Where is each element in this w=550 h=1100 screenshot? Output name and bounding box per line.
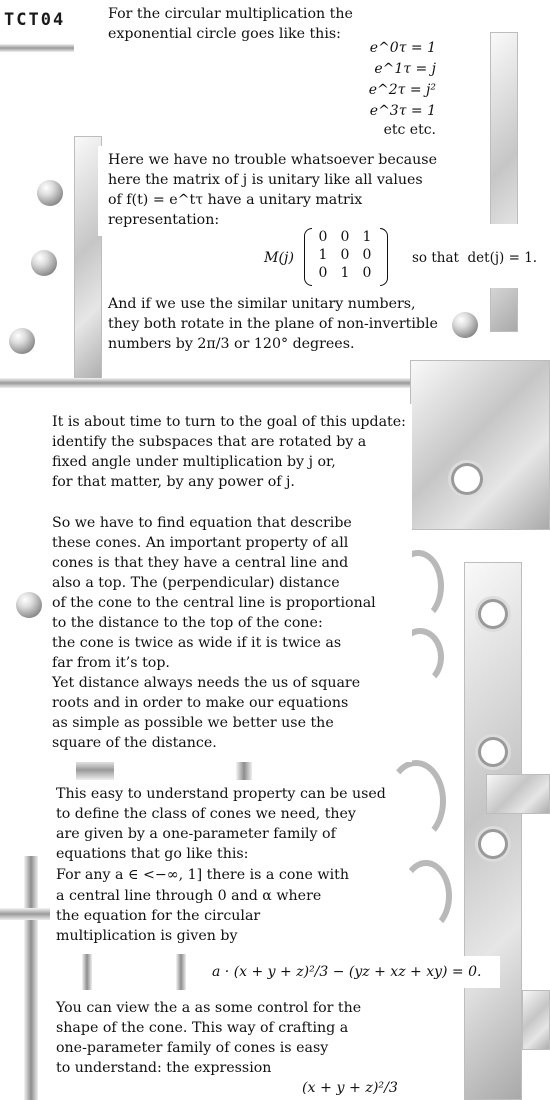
unitary-line: Here we have no trouble whatsoever because: [108, 152, 437, 168]
arc-decoration: [400, 860, 452, 932]
unitary-line: representation:: [108, 212, 220, 228]
family-line: the equation for the circular: [56, 908, 261, 924]
cones-line: of the cone to the central line is proportional: [52, 595, 376, 611]
family-line: are given by a one-parameter family of: [56, 826, 336, 842]
family-line: equations that go like this:: [56, 846, 249, 862]
control-line: shape of the cone. This way of crafting a: [56, 1020, 349, 1036]
unitary-matrix: [312, 229, 378, 281]
cones-line: as simple as possible we better use the: [52, 715, 334, 731]
control-line: one-parameter family of cones is easy: [56, 1040, 329, 1056]
ring-hole-decoration: [481, 832, 505, 856]
arc-decoration: [386, 760, 446, 842]
matrix-cell: 0: [340, 229, 350, 245]
sphere-decoration: [9, 328, 35, 354]
rotation-line: And if we use the similar unitary numbers,: [108, 296, 416, 312]
matrix-bracket-left: [304, 228, 312, 286]
family-line: This easy to understand property can be used: [56, 786, 386, 802]
cone-family-equation: a · (x + y + z)²/3 − (yz + xz + xy) = 0.: [212, 964, 482, 980]
matrix-cell: 1: [318, 247, 328, 263]
ring-hole-decoration: [481, 602, 505, 626]
exponential-equation: etc etc.: [383, 122, 436, 138]
metal-bar-decoration: [76, 760, 114, 780]
metal-bar-decoration: [0, 378, 430, 388]
metal-bar-decoration: [0, 908, 56, 920]
metal-bar-decoration: [176, 954, 186, 990]
rotation-line: numbers by 2π/3 or 120° degrees.: [108, 336, 355, 352]
metal-panel-decoration: [410, 360, 550, 530]
matrix-cell: 0: [362, 247, 372, 263]
goal-line: fixed angle under multiplication by j or,: [52, 454, 336, 470]
cones-line: far from it’s top.: [52, 655, 170, 671]
exponential-equation: e^2τ = j²: [368, 82, 436, 98]
cones-line: cones is that they have a central line and: [52, 555, 349, 571]
family-line: to define the class of cones we need, they: [56, 806, 356, 822]
matrix-label: M(j): [264, 250, 294, 266]
metal-bar-decoration: [24, 856, 38, 1100]
ring-hole-decoration: [454, 466, 480, 492]
sphere-decoration: [31, 250, 57, 276]
goal-line: identify the subspaces that are rotated by a: [52, 434, 367, 450]
control-line: You can view the a as some control for the: [56, 1000, 362, 1016]
unitary-line: here the matrix of j is unitary like all values: [108, 172, 423, 188]
metal-block-decoration: [522, 990, 550, 1050]
exponential-equation: e^1τ = j: [374, 61, 436, 77]
cones-line: the cone is twice as wide if it is twice as: [52, 635, 342, 651]
cones-line: Yet distance always needs the us of square: [52, 675, 361, 691]
cones-line: these cones. An important property of all: [52, 535, 349, 551]
matrix-cell: 0: [362, 265, 372, 281]
site-logo[interactable]: TCT04: [4, 10, 66, 30]
goal-line: for that matter, by any power of j.: [52, 474, 295, 490]
exponential-equation: e^0τ = 1: [369, 40, 436, 56]
metal-bar-decoration: [82, 954, 92, 990]
cones-line: square of the distance.: [52, 735, 217, 751]
cones-line: also a top. The (perpendicular) distance: [52, 575, 340, 591]
matrix-bracket-right: [380, 228, 388, 286]
sphere-decoration: [37, 180, 63, 206]
matrix-cell: 1: [340, 265, 350, 281]
cones-line: to the distance to the top of the cone:: [52, 615, 323, 631]
matrix-cell: 0: [340, 247, 350, 263]
family-line: For any a ∈ <−∞, 1] there is a cone with: [56, 867, 349, 883]
cones-line: roots and in order to make our equations: [52, 695, 349, 711]
metal-column-decoration: [464, 562, 522, 1100]
unitary-line: of f(t) = e^tτ have a unitary matrix: [108, 192, 363, 208]
rotation-line: they both rotate in the plane of non-invertible: [108, 316, 438, 332]
matrix-cell: 0: [318, 229, 328, 245]
matrix-cell: 1: [362, 229, 372, 245]
metal-block-decoration: [486, 774, 550, 814]
family-line: multiplication is given by: [56, 928, 238, 944]
control-line: to understand: the expression: [56, 1060, 272, 1076]
metal-bar-decoration: [0, 44, 74, 52]
matrix-cell: 0: [318, 265, 328, 281]
sphere-decoration: [16, 592, 42, 618]
goal-line: It is about time to turn to the goal of this update:: [52, 414, 406, 430]
control-expression: (x + y + z)²/3: [302, 1080, 398, 1096]
cones-line: So we have to find equation that describe: [52, 515, 352, 531]
intro-line: exponential circle goes like this:: [108, 26, 341, 42]
exponential-equation: e^3τ = 1: [369, 103, 436, 119]
intro-line: For the circular multiplication the: [108, 6, 353, 22]
family-line: a central line through 0 and α where: [56, 888, 322, 904]
matrix-determinant-note: so that det(j) = 1.: [412, 250, 538, 266]
ring-hole-decoration: [481, 740, 505, 764]
sphere-decoration: [452, 312, 478, 338]
